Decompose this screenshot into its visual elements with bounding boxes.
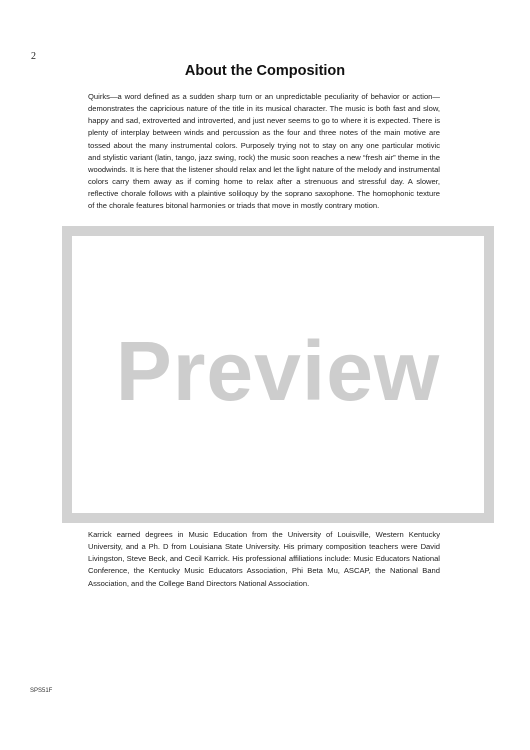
preview-watermark-overlay: [62, 226, 494, 523]
page-number: 2: [31, 51, 36, 62]
page-title: About the Composition: [184, 63, 346, 79]
composition-description-paragraph: Quirks—a word defined as a sudden sharp turn or an unpredictable peculiarity of behavior or action—demonstrates the capricious nature of the title in its musical character. The music is both fast and slow, happy and sad, extroverted and introverted, and just never seems to go to where it is expected. There is plenty of interplay between winds and percussion as the four and three notes of the main motive are tossed about the many instrumental colors. Purposely trying not to stay on any one particular motivic and stylistic variant (latin, tango, jazz swing, rock) the music soon reaches a new “fresh air” theme in the woodwinds. It is here that the listener should relax and let the light nature of the melody and instrumental colors carry them away as if coming home to relax after a strenuous and stressful day. A slower, reflective chorale follows with a plaintive soliloquy by the soprano saxophone. The homophonic texture of the chorale features bitonal harmonies or triads that move in mostly contrary motion.: [88, 92, 440, 211]
preview-watermark-text: Preview: [115, 324, 441, 418]
catalog-code: SPS51F: [30, 688, 53, 694]
composer-biography-paragraph: Karrick earned degrees in Music Education from the University of Louisville, Western Kentucky University, and a Ph. D from Louisiana State University. His primary composition teachers were David Livingston, Steve Beck, and Cecil Karrick. His professional affiliations include: Music Educators National Conference, the Kentucky Music Educators Association, Phi Beta Mu, ASCAP, the National Band Association, and the College Band Directors National Association.: [88, 530, 440, 588]
